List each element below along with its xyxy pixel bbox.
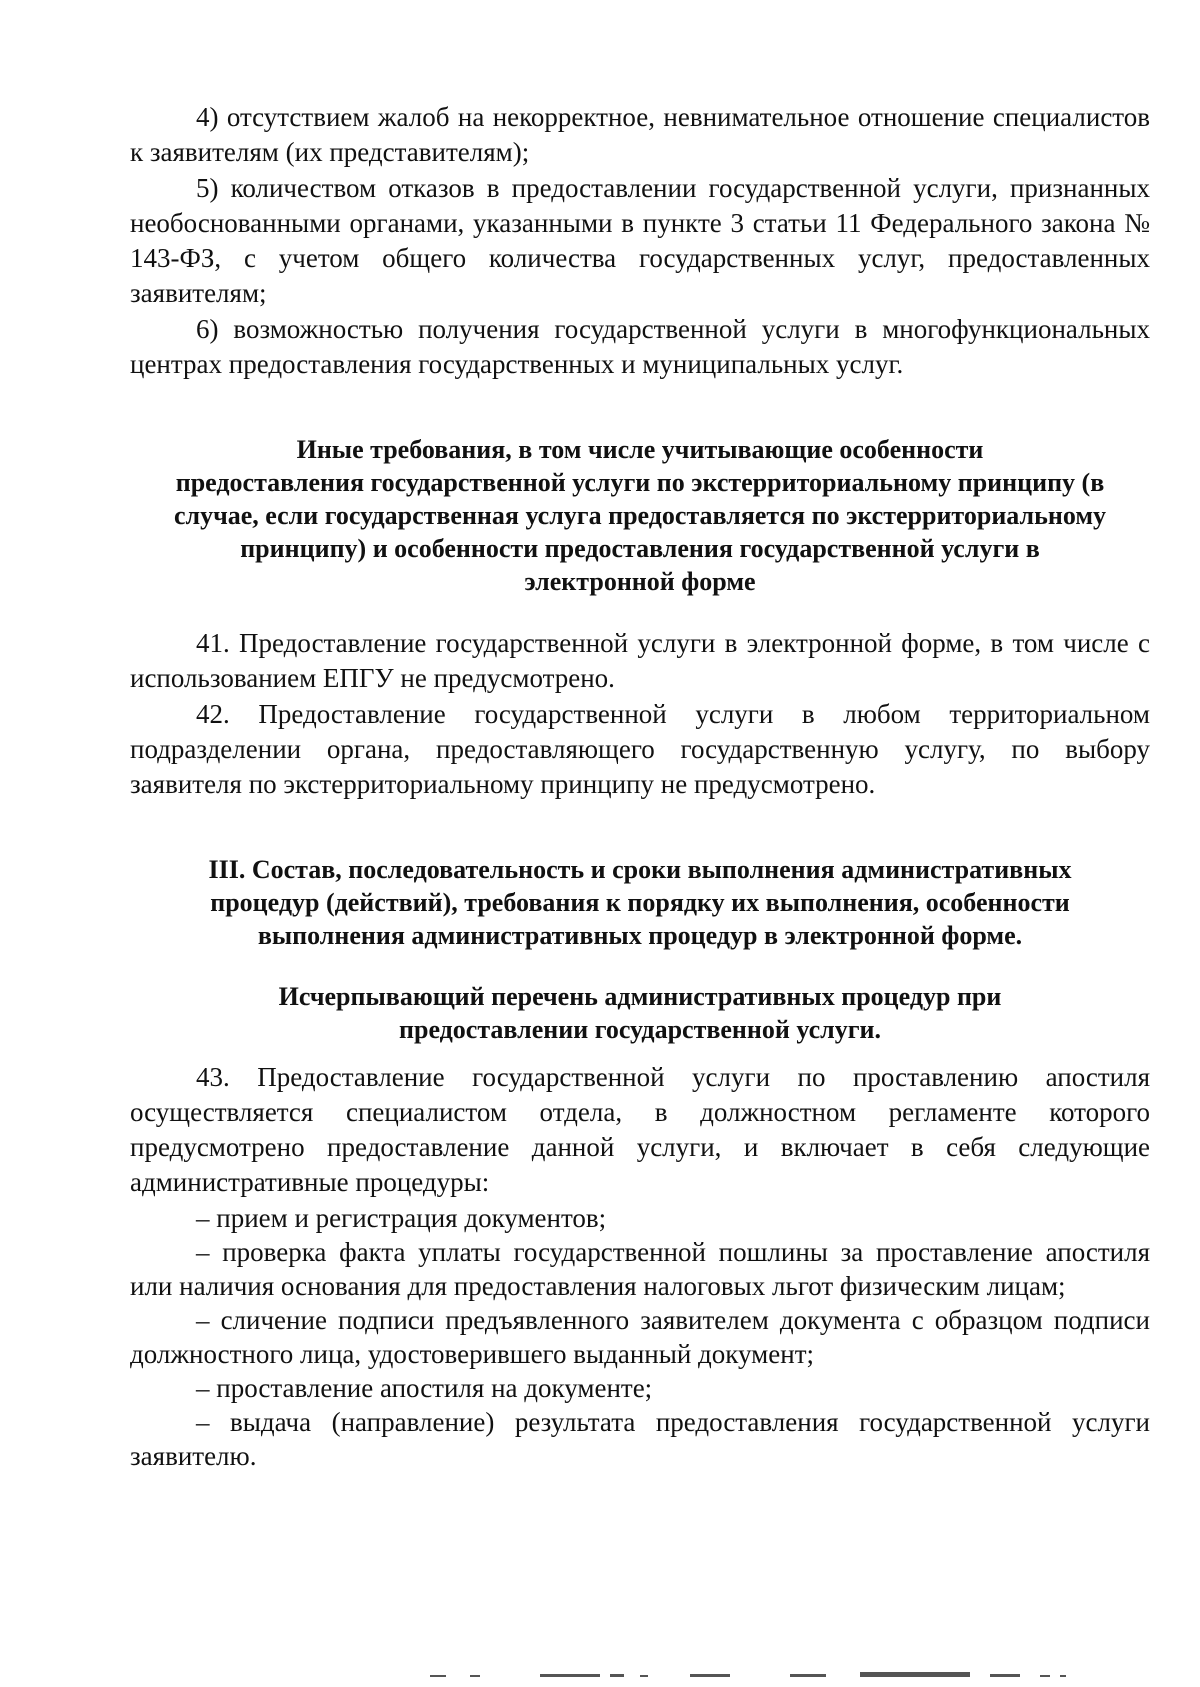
spacer	[130, 803, 1150, 853]
spacer	[130, 1046, 1150, 1060]
heading-section-3	[130, 853, 1150, 952]
heading-line: Исчерпывающий перечень административных процедур при	[278, 982, 1002, 1011]
heading-line: предоставлении государственной услуги.	[399, 1015, 881, 1044]
spacer	[130, 598, 1150, 626]
heading-line: Иные требования, в том числе учитывающие особенности	[296, 435, 984, 464]
clause-41: 41. Предоставление государственной услуги в электронной форме, в том числе с использованием ЕПГУ не предусмотрено.	[130, 628, 1150, 693]
list-item: – выдача (направление) результата предоставления государственной услуги заявителю.	[130, 1407, 1150, 1471]
heading-procedures-list	[130, 980, 1150, 1046]
spacer	[130, 952, 1150, 980]
heading-line: III. Состав, последовательность и сроки выполнения административных	[208, 855, 1072, 884]
heading-line: выполнения административных процедур в электронной форме.	[257, 921, 1023, 950]
heading-other-requirements	[130, 433, 1150, 598]
list-item: – проставление апостиля на документе;	[196, 1373, 653, 1403]
scan-artifact-marks	[0, 1668, 1200, 1682]
heading-line: случае, если государственная услуга предоставляется по экстерриториальному	[173, 501, 1107, 530]
spacer	[130, 383, 1150, 433]
heading-line: принципу) и особенности предоставления государственной услуги в	[240, 534, 1040, 563]
heading-line: процедур (действий), требования к порядку их выполнения, особенности	[210, 888, 1070, 917]
criterion-4: 4) отсутствием жалоб на некорректное, невнимательное отношение специалистов к заявителям (их представителям);	[130, 102, 1150, 167]
clause-43: 43. Предоставление государственной услуги по проставлению апостиля осуществляется специалистом отдела, в должностном регламенте которого предусмотрено предоставление данной услуги, и включает в себя следующие административные процедуры:	[130, 1062, 1150, 1197]
criterion-6: 6) возможностью получения государственной услуги в многофункциональных центрах предоставления государственных и муниципальных услуг.	[130, 314, 1150, 379]
list-item: – прием и регистрация документов;	[196, 1203, 607, 1233]
list-item: – сличение подписи предъявленного заявителем документа с образцом подписи должностного лица, удостоверившего выданный документ;	[130, 1305, 1150, 1369]
document-body	[130, 100, 1150, 1473]
procedures-list	[130, 1201, 1150, 1473]
clause-42: 42. Предоставление государственной услуги в любом территориальном подразделении органа, предоставляющего государственную услугу, по выбору заявителя по экстерриториальному принципу не предусмотрено.	[130, 699, 1150, 799]
list-item: – проверка факта уплаты государственной пошлины за проставление апостиля или наличия основания для предоставления налоговых льгот физическим лицам;	[130, 1237, 1150, 1301]
heading-line: электронной форме	[524, 567, 756, 596]
heading-line: предоставления государственной услуги по экстерриториальному принципу (в	[175, 468, 1105, 497]
criterion-5: 5) количеством отказов в предоставлении государственной услуги, признанных необоснованными органами, указанными в пункте 3 статьи 11 Федерального закона № 143-ФЗ, с учетом общего количества государственных услуг, предоставленных заявителям;	[130, 173, 1150, 308]
